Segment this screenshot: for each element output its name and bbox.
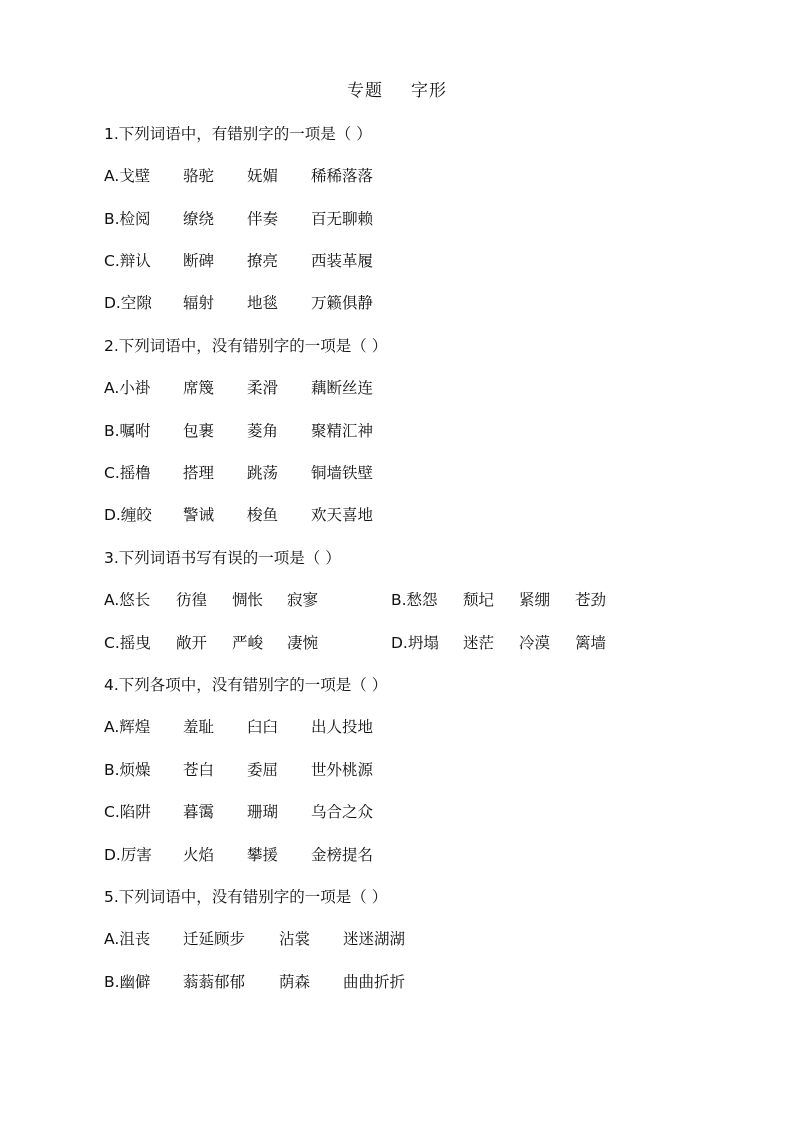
option-label: A.小褂 bbox=[104, 379, 151, 397]
option-word: 柔滑 bbox=[247, 379, 279, 397]
option-word: 金榜提名 bbox=[311, 846, 374, 864]
option-word: 菱角 bbox=[247, 422, 279, 440]
option-word: 苍白 bbox=[183, 761, 215, 779]
question-2-stem: 2.下列词语中，没有错别字的一项是（ ） bbox=[104, 337, 388, 355]
option-label: A.悠长 bbox=[104, 591, 151, 609]
option-word: 惆怅 bbox=[232, 591, 264, 609]
option-word: 乌合之众 bbox=[311, 803, 374, 821]
option-word: 迷茫 bbox=[463, 634, 495, 652]
option-word: 篱墙 bbox=[575, 634, 607, 652]
option-word: 荫森 bbox=[279, 973, 311, 991]
option-label: D.缠皎 bbox=[104, 506, 152, 524]
option-label: B.检阅 bbox=[104, 210, 151, 228]
title-part1: 专题 bbox=[347, 81, 383, 101]
option-word: 彷徨 bbox=[176, 591, 208, 609]
option-word: 百无聊赖 bbox=[311, 210, 374, 228]
option-word: 臼臼 bbox=[247, 718, 279, 736]
question-4-stem: 4.下列各项中，没有错别字的一项是（ ） bbox=[104, 676, 388, 694]
option-word: 包裹 bbox=[183, 422, 215, 440]
option-word: 辐射 bbox=[183, 294, 215, 312]
option-word: 蓊蓊郁郁 bbox=[183, 973, 246, 991]
question-3-stem: 3.下列词语书写有误的一项是（ ） bbox=[104, 549, 341, 567]
option-word: 欢天喜地 bbox=[311, 506, 374, 524]
option-word: 委屈 bbox=[247, 761, 279, 779]
option-label: A.戈壁 bbox=[104, 167, 151, 185]
option-word: 铜墙铁壁 bbox=[311, 464, 374, 482]
option-word: 出人投地 bbox=[311, 718, 374, 736]
option-word: 珊瑚 bbox=[247, 803, 279, 821]
option-word: 曲曲折折 bbox=[343, 973, 406, 991]
option-word: 席篾 bbox=[183, 379, 215, 397]
option-word: 苍劲 bbox=[575, 591, 607, 609]
option-label: C.摇曳 bbox=[104, 634, 151, 652]
option-word: 西装革履 bbox=[311, 252, 374, 270]
question-1-stem: 1.下列词语中，有错别字的一项是（ ） bbox=[104, 125, 372, 143]
option-label: C.摇橹 bbox=[104, 464, 151, 482]
option-label: B.嘱咐 bbox=[104, 422, 151, 440]
option-word: 敞开 bbox=[176, 634, 208, 652]
option-word: 世外桃源 bbox=[311, 761, 374, 779]
option-word: 藕断丝连 bbox=[311, 379, 374, 397]
option-word: 妩媚 bbox=[247, 167, 279, 185]
option-word: 凄惋 bbox=[287, 634, 319, 652]
option-label: B.幽僻 bbox=[104, 973, 151, 991]
option-label: A.沮丧 bbox=[104, 930, 151, 948]
option-word: 伴奏 bbox=[247, 210, 279, 228]
option-word: 火焰 bbox=[183, 846, 215, 864]
option-label: B.烦燥 bbox=[104, 761, 151, 779]
option-word: 颓圮 bbox=[463, 591, 495, 609]
option-word: 跳荡 bbox=[247, 464, 279, 482]
option-word: 搭理 bbox=[183, 464, 215, 482]
option-word: 冷漠 bbox=[519, 634, 551, 652]
option-word: 迁延顾步 bbox=[183, 930, 246, 948]
title-part2: 字形 bbox=[411, 81, 447, 101]
option-word: 梭鱼 bbox=[247, 506, 279, 524]
option-word: 紧绷 bbox=[519, 591, 551, 609]
option-label: C.辩认 bbox=[104, 252, 151, 270]
option-word: 沾裳 bbox=[279, 930, 311, 948]
option-word: 寂寥 bbox=[287, 591, 319, 609]
option-word: 撩亮 bbox=[247, 252, 279, 270]
option-word: 断碑 bbox=[183, 252, 215, 270]
option-label: C.陷阱 bbox=[104, 803, 151, 821]
option-label: D.坍塌 bbox=[391, 634, 439, 652]
option-label: D.空隙 bbox=[104, 294, 152, 312]
option-word: 聚精汇神 bbox=[311, 422, 374, 440]
option-word: 骆驼 bbox=[183, 167, 215, 185]
option-word: 严峻 bbox=[232, 634, 264, 652]
option-word: 迷迷湖湖 bbox=[343, 930, 406, 948]
option-word: 警诫 bbox=[183, 506, 215, 524]
option-word: 羞耻 bbox=[183, 718, 215, 736]
option-word: 暮霭 bbox=[183, 803, 215, 821]
question-5-stem: 5.下列词语中，没有错别字的一项是（ ） bbox=[104, 888, 388, 906]
option-label: D.厉害 bbox=[104, 846, 152, 864]
option-word: 缭绕 bbox=[183, 210, 215, 228]
option-label: B.愁怨 bbox=[391, 591, 438, 609]
option-label: A.辉煌 bbox=[104, 718, 151, 736]
option-word: 万籁俱静 bbox=[311, 294, 374, 312]
option-word: 地毯 bbox=[247, 294, 279, 312]
page-title bbox=[0, 76, 794, 101]
option-word: 稀稀落落 bbox=[311, 167, 374, 185]
option-word: 攀援 bbox=[247, 846, 279, 864]
